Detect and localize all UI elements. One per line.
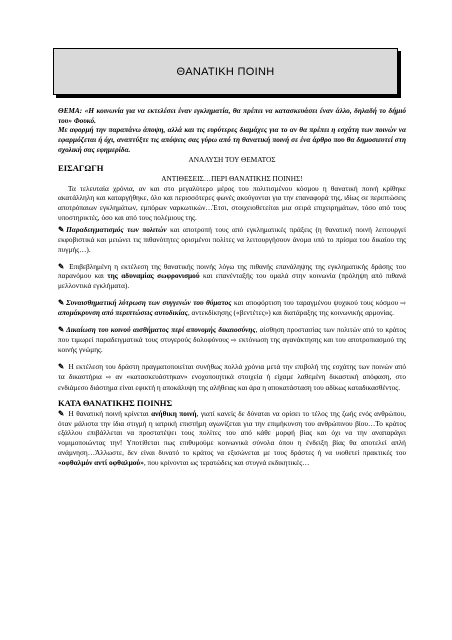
argument-3-text-2: , αντεκδίκησης («βεντέτες») και διατάραξης της κοινωνικής αρμονίας. [187,308,394,318]
pencil-bullet-icon: ✎ [58,408,65,418]
argument-5-text-1: Η εκτέλεση του δράστη πραγματοποιείται συνήθως πολλά χρόνια μετά την επιβολή της εσχάτης των ποινών από τα δικαστήρια [58,362,406,381]
argument-1-text: και αποτροπή τους από εγκληματικές πράξεις (η θανατική ποινή λειτουργεί εκφοβιστικά και μειώνει τις πιθανότητες ορισμένοι πολίτες να λειτουργήσουν άνομα υπό το πρίσμα του δικαίου της πυγμής…). [58,225,407,254]
topic-label: ΘΕΜΑ: [58,106,83,115]
arrow-right-icon: ⇨ [105,372,112,381]
argument-paragraph-4 [58,325,406,355]
against-text-3: , που κρίνονται ως τερατώδεις και στυγνά εκδικητικές… [143,457,310,467]
argument-3-text-1: και αποφόρτιση του ταραγμένου ψυχικού τους κόσμου [231,297,401,307]
argument-2-text-2: και επανένταξής του ομαλά στην κοινωνία (πρόληψη από πιθανά μελλοντικά εγκλήματα). [58,271,406,290]
topic-paragraph [58,106,406,155]
page-title: ΘΑΝΑΤΙΚΗ ΠΟΙΝΗ [176,65,275,78]
argument-4-text-1: , αίσθηση προστασίας των πολιτών από το κράτος που τιμωρεί παραδειγματικά τους στυγερούς δολοφόνους [58,325,406,344]
intro-heading: ΕΙΣΑΓΩΓΗ [58,163,104,174]
against-bold-1: ανήθικη ποινή [151,408,197,418]
arrow-right-icon: ⇨ [400,298,406,307]
against-text-2: , γιατί κανείς δε δύναται να ορίσει το τέλος της ζωής ενός ανθρώπου, όταν μάλιστα την ίδια στιγμή η ιατρική επιστήμη αγωνίζεται για την επιμήκυνση του ανθρώπινου βίου…Το κράτος εξάλλου επιβάλλεται να προστατέψει τους πολίτες του από κάθε μορφή βίας και όχι να την αναπαράγει νομιμοποιώντας την! Υποτίθεται πως επιθυμούμε κοινωνικά σύνολα όπου η ένδειξη βίας θα αποτελεί απλή ανάμνηση…Άλλωστε, δεν είναι δυνατό το κράτος να εξισώνεται με τους δράστες ή να υιοθετεί πρακτικές του [58,408,406,457]
against-heading: ΚΑΤΑ ΘΑΝΑΤΙΚΗΣ ΠΟΙΝΗΣ [58,398,173,409]
argument-paragraph-1 [58,225,406,254]
arrow-right-icon: ⇨ [231,335,237,344]
pencil-bullet-icon: ✎ [58,362,65,372]
argument-paragraph-2 [58,262,406,291]
title-banner [53,48,398,95]
argument-2-text-1: Επιβεβλημένη η εκτέλεση της θανατικής ποινής λόγω της πιθανής επανάληψης της εγκληματικής δράσης του παρανόμου και [58,261,406,281]
argument-3-bold-1: Συναισθηματική λύτρωση των συγγενών του θύματος [66,297,232,307]
intro-paragraph: Τα τελευταία χρόνια, αν και στο μεγαλύτερο μέρος του πολιτισμένου κόσμου η θανατική ποινή κρίθηκε ακατάλληλη και καταργήθηκε, όλο και περισσότερες φωνές ακούγονται για την επαναφορά της, ιδίως σε περιπτώσεις αποτρόπαιων εγκλημάτων, εμπόρων ναρκωτικών…Έτσι, στοιχειοθετείται μια σειρά επιχειρημάτων, τόσο από τους υποστηρικτές, όσο και από τους πολέμιους της. [58,183,406,222]
analysis-heading: ΑΝΑΛΥΣΗ ΤΟΥ ΘΕΜΑΤΟΣ [188,154,276,164]
pencil-bullet-icon: ✎ [58,297,65,307]
document-body [58,106,406,467]
against-text-1: Η θανατική ποινή κρίνεται [66,408,152,418]
argument-4-text-2: εκτόνωση της αγανάκτησης και του αποτροπιασμού της κοινής γνώμης. [58,334,407,355]
argument-3-bold-2: απομάκρυνση από περιπτώσεις αυτοδικίας [58,308,188,318]
argument-4-bold: Δικαίωση του κοινού αισθήματος περί απονομής δικαιοσύνης [66,325,256,335]
pencil-bullet-icon: ✎ [58,325,65,335]
pencil-bullet-icon: ✎ [58,261,65,271]
against-paragraph [58,409,406,467]
topic-quote: «Η κοινωνία για να εκτελέσει έναν εγκληματία, θα πρέπει να κατασκευάσει έναν άλλο, δηλαδή το δήμιό του» Φουκό. [58,106,407,125]
argument-paragraph-3 [58,298,406,318]
argument-1-bold: Παραδειγματισμός των πολιτών [66,225,167,235]
against-bold-2: «οφθαλμόν αντί οφθαλμού» [58,457,144,467]
argument-5-text-2: αν «κατασκευάστηκαν» ενοχοποιητικά στοιχεία ή είχαμε λαθεμένη δικαστική απόφαση, στο ενδιάμεσο διάστημα είναι εφικτή η αποκάλυψη της αλήθειας και άρα η αποκατάσταση του αδίκως καταδικασθέντος. [58,371,407,392]
argument-2-bold: της αδυναμίας σωφρονισμού [107,271,200,281]
intro-subtitle: ΑΝΤΙΘΕΣΕΙΣ…ΠΕΡΙ ΘΑΝΑΤΙΚΗΣ ΠΟΙΝΗΣ! [161,173,303,183]
pencil-bullet-icon: ✎ [58,225,65,235]
topic-task: Με αφορμή την παραπάνω άποψη, αλλά και τις ευρύτερες διαμάχες για το αν θα πρέπει η εσχάτη των ποινών να εφαρμόζεται ή όχι, αναπτύξτε τις απόψεις σας γύρω από τη θανατική ποινή σε ένα άρθρο που θα δημοσιευτεί στη σχολική σας εφημερίδα. [58,125,406,154]
argument-paragraph-5 [58,362,406,392]
